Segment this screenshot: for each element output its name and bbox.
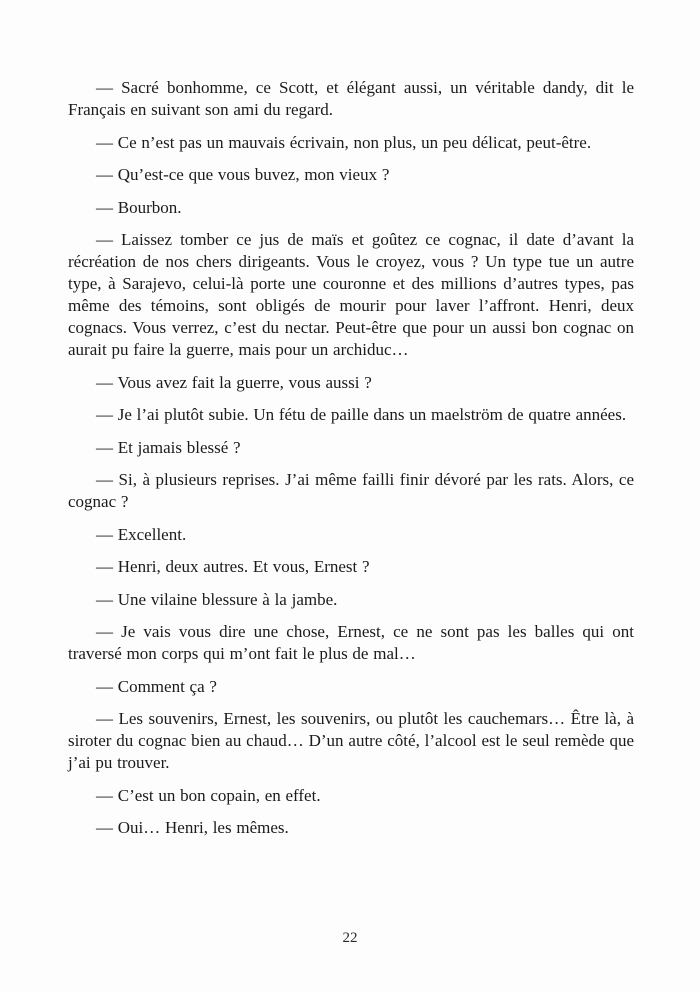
paragraph: — Les souvenirs, Ernest, les souvenirs, ou plutôt les cauchemars… Être là, à siroter du cognac bien au chaud… D’un autre côté, l’alcool est le seul remède que j’ai pu trouver. xyxy=(68,709,634,772)
paragraph: — Laissez tomber ce jus de maïs et goûtez ce cognac, il date d’avant la récréation de nos chers dirigeants. Vous le croyez, vous ? Un type tue un autre type, à Sarajevo, celui-là porte une couronne et des millions d’autres types, pas même des témoins, sont obligés de mourir pour laver l’affront. Henri, deux cognacs. Vous verrez, c’est du nectar. Peut-être que pour un aussi bon cognac on aurait pu faire la guerre, mais pour un archiduc… xyxy=(68,230,634,359)
paragraph: — Ce n’est pas un mauvais écrivain, non plus, un peu délicat, peut-être. xyxy=(96,132,592,152)
paragraph: — Qu’est-ce que vous buvez, mon vieux ? xyxy=(96,165,390,184)
paragraph: — Henri, deux autres. Et vous, Ernest ? xyxy=(96,557,370,576)
page-number: 22 xyxy=(342,930,358,946)
paragraph: — Sacré bonhomme, ce Scott, et élégant aussi, un véritable dandy, dit le Français en suivant son ami du regard. xyxy=(68,78,634,119)
body-text xyxy=(68,77,634,850)
paragraph: — Comment ça ? xyxy=(96,676,217,696)
paragraph: — Vous avez fait la guerre, vous aussi ? xyxy=(96,372,372,392)
paragraph: — Une vilaine blessure à la jambe. xyxy=(96,589,338,609)
paragraph: — Je l’ai plutôt subie. Un fétu de paille dans un maelström de quatre années. xyxy=(96,405,627,424)
paragraph: — Oui… Henri, les mêmes. xyxy=(96,818,289,837)
paragraph: — Je vais vous dire une chose, Ernest, ce ne sont pas les balles qui ont traversé mon corps qui m’ont fait le plus de mal… xyxy=(68,622,634,663)
paragraph: — C’est un bon copain, en effet. xyxy=(96,785,321,805)
paragraph: — Excellent. xyxy=(96,524,187,544)
paragraph: — Si, à plusieurs reprises. J’ai même failli finir dévoré par les rats. Alors, ce cognac ? xyxy=(68,470,634,511)
paragraph: — Bourbon. xyxy=(96,197,182,217)
paragraph: — Et jamais blessé ? xyxy=(96,437,241,457)
